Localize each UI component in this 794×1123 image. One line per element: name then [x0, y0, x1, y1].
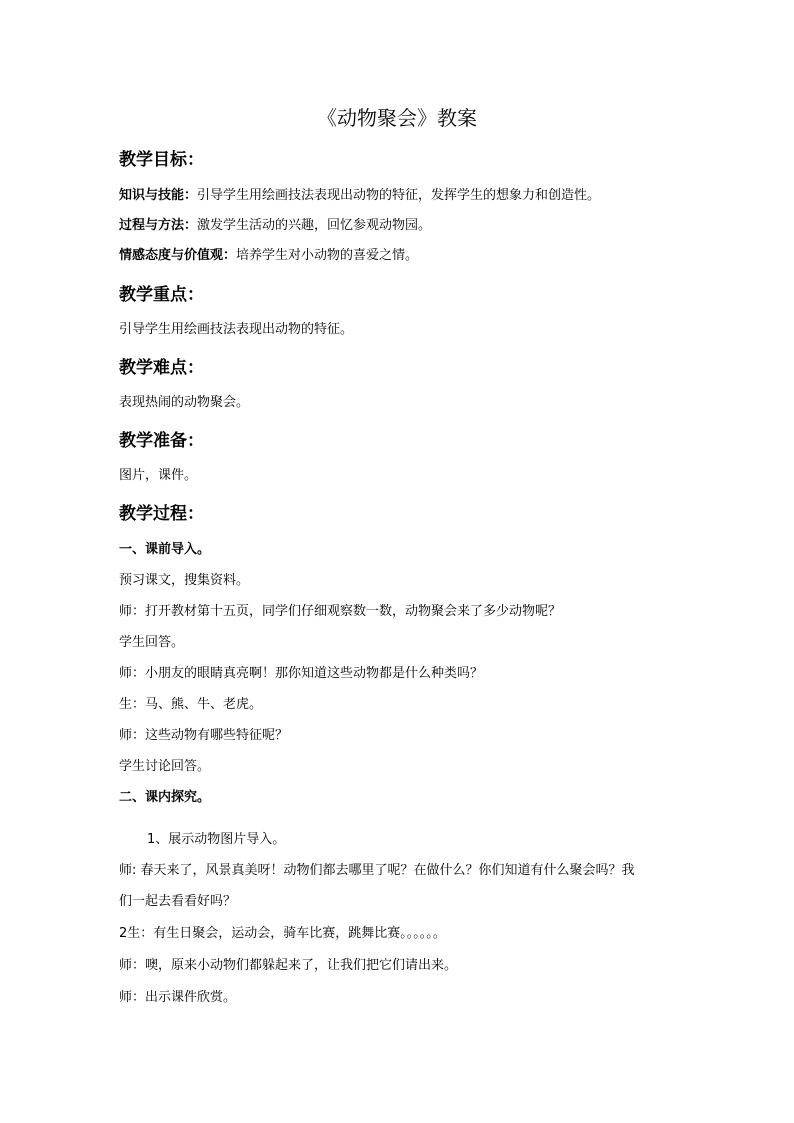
part2-line: 师：出示课件欣赏。	[119, 990, 237, 1005]
objective-label: 过程与方法：	[119, 218, 198, 233]
part1-line: 生：马、熊、牛、老虎。	[119, 697, 263, 712]
process-heading: 教学过程：	[119, 504, 204, 524]
part1-line: 预习课文，搜集资料。	[119, 573, 250, 588]
part2-line: 2生：有生日聚会，运动会，骑车比赛，跳舞比赛。。。。。。	[119, 926, 446, 941]
objective-process	[119, 216, 431, 236]
objective-label: 知识与技能：	[119, 188, 198, 203]
part2-line: 们一起去看看好吗？	[119, 894, 237, 909]
document-title: 《动物聚会》教案	[317, 106, 477, 130]
part1-line: 师：这些动物有哪些特征呢？	[119, 728, 289, 743]
preparation-heading: 教学准备：	[119, 431, 204, 451]
part1-heading: 一、课前导入。	[119, 542, 211, 557]
part2-line: 师：噢，原来小动物们都躲起来了，让我们把它们请出来。	[119, 958, 458, 973]
difficulties-heading: 教学难点：	[119, 358, 204, 378]
objective-text: 培养学生对小动物的喜爱之情。	[236, 248, 419, 263]
objective-label: 情感态度与价值观：	[119, 248, 237, 263]
key-points-heading: 教学重点：	[119, 285, 204, 305]
part1-line: 师：小朋友的眼睛真亮啊！那你知道这些动物都是什么种类吗？	[119, 666, 484, 681]
part1-line: 学生讨论回答。	[119, 759, 211, 774]
part2-step1: 1、展示动物图片导入。	[147, 832, 286, 847]
preparation-text: 图片，课件。	[119, 468, 198, 483]
objective-text: 激发学生活动的兴趣，回忆参观动物园。	[197, 218, 432, 233]
key-points-text: 引导学生用绘画技法表现出动物的特征。	[119, 322, 354, 337]
objective-text: 引导学生用绘画技法表现出动物的特征，发挥学生的想象力和创造性。	[197, 188, 601, 203]
objective-emotion	[119, 246, 418, 266]
objectives-heading: 教学目标：	[119, 150, 204, 170]
part1-line: 学生回答。	[119, 635, 185, 650]
difficulties-text: 表现热闹的动物聚会。	[119, 395, 250, 410]
part2-line: 师: 春天来了，风景真美呀！动物们都去哪里了呢？在做什么？你们知道有什么聚会吗？我	[119, 863, 635, 878]
part1-line: 师：打开教材第十五页，同学们仔细观察数一数，动物聚会来了多少动物呢？	[119, 604, 562, 619]
part2-heading: 二、课内探究。	[119, 790, 211, 805]
objective-knowledge	[119, 186, 600, 206]
